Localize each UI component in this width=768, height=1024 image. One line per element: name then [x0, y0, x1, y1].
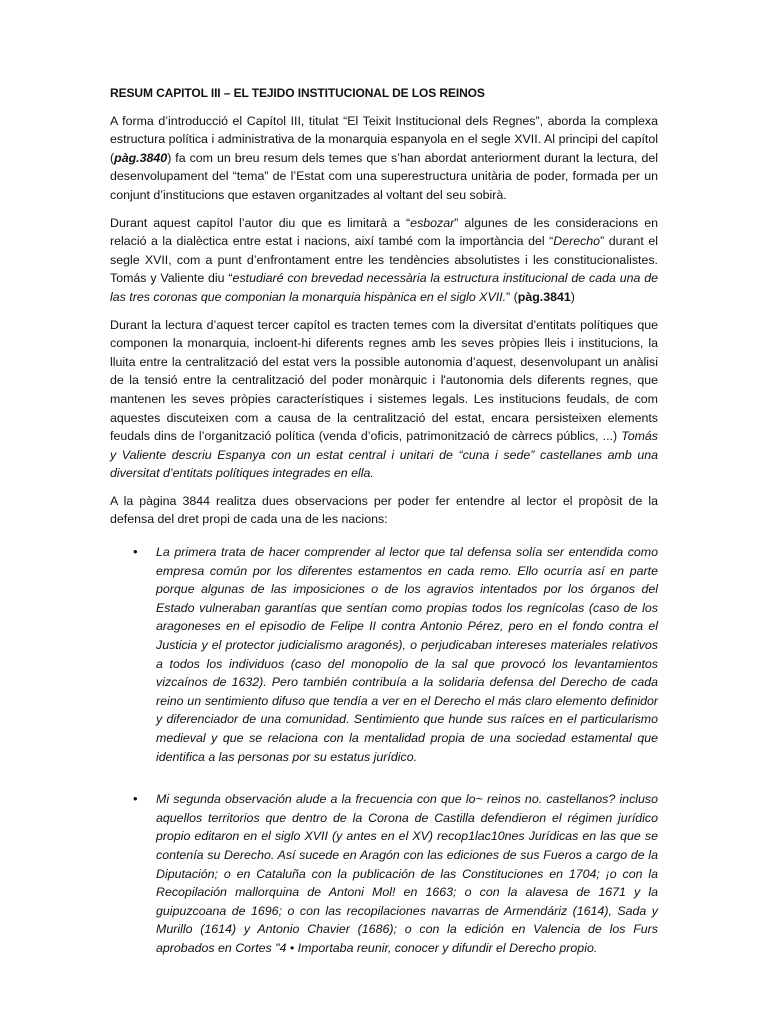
paragraph-scope-text-a: Durant aquest capítol l’autor diu que es limitarà a “ [110, 215, 411, 230]
paragraph-scope-text-b: ” algunes de les consideracions en relació a la dialèctica entre estat i nacions, així també com la importància del “ [110, 215, 659, 249]
paragraph-themes [110, 316, 658, 483]
paragraph-intro [110, 112, 658, 205]
observation-first: La primera trata de hacer comprender al lector que tal defensa solía ser entendida como empresa común por los diferentes estamentos en cada remo. Ello ocurría así en parte porque algunas de las imposiciones o de los agravios intentados por los órganos del Estado vulneraban garantías que sentían como propias todos los regnícolas (caso de los aragoneses en el episodio de Felipe II contra Antonio Pérez, pero en el fondo contra el Justicia y el protector judicialismo aragonés), o perjudicaban intereses materiales relativos a todos los individuos (caso del monopolio de la sal que provocó los levantamientos vizcaínos de 1632). Pero también contribuía a la solidaria defensa del Derecho de cada reino un sentimiento difuso que tendía a ver en el Derecho el más claro elemento definidor y diferenciador de una comunidad. Sentimiento que hunde sus raíces en el particularismo medieval y que se relaciona con la mentalidad propia de una sociedad estamental que identifica a las personas por su estatus jurídico. [156, 545, 658, 764]
bullet-icon: • [133, 544, 138, 560]
emphasis-esbozar: esbozar [410, 215, 455, 230]
emphasis-derecho: Derecho [553, 234, 601, 249]
paragraph-scope [110, 214, 658, 307]
list-item [110, 543, 658, 766]
paragraph-scope-text-e: ) [570, 289, 575, 304]
paragraph-intro-text-b: ) fa com un breu resum dels temes que s’han abordat anteriorment durant la lectura, del desenvolupament del “tema” de l’Estat com una superestructura unitària de poder, formada per un conjunt d’institucions que estaven organitzades al voltant del seu sobirà. [110, 150, 658, 202]
document-title: RESUM CAPITOL III – EL TEJIDO INSTITUCIONAL DE LOS REINOS [110, 86, 485, 100]
paragraph-themes-text: Durant la lectura d’aquest tercer capítol es tracten temes com la diversitat d'entitats polítiques que componen la monarquia, incloent-hi diferents regnes amb les seves pròpies lleis i institucions, la lluita entre la centralització del estat vers la possible autonomia d’aquest, desenvolupant un anàlisi de la tensió entre la centralització del poder monàrquic i l'autonomia dels diferents regnes, que mantenen les seves pròpies característiques i sistemes legals. Les institucions feudals, de com aquestes discuteixen com a causa de la centralització del estat, encara persisteixen elements feudals dins de l’organització política (venda d’oficis, patrimonització de càrrecs públics, ...) [110, 317, 658, 444]
bullet-icon: • [133, 791, 138, 807]
observations-list [110, 543, 658, 957]
paragraph-intro-text-a: A forma d’introducció el Capítol III, titulat “El Teixit Institucional dels Regnes”, aborda la complexa estructura política i administrativa de la monarquia espanyola en el segle XVII. Al principi del capítol ( [110, 113, 658, 165]
page-reference: pàg.3841 [517, 289, 571, 304]
list-item [110, 790, 658, 957]
document-body [110, 84, 658, 982]
paragraph-scope-text-c: ” durant el segle XVII, com a punt d’enfrontament entre les tendències absolutistes i les constitucionalistes. Tomás y Valiente diu “ [110, 234, 658, 286]
paragraph-observations-intro: A la pàgina 3844 realitza dues observacions per poder fer entendre al lector el propòsit de la defensa del dret propi de cada una de les nacions: [110, 493, 658, 527]
observation-second: Mi segunda observación alude a la frecuencia con que lo~ reinos no. castellanos? incluso aquellos territorios que dentro de la Corona de Castilla defendieron el régimen jurídico propio editaron en el siglo XVII (y antes en el XV) recop1lac10nes Jurídicas en las que se contenía su Derecho. Así sucede en Aragón con las ediciones de sus Fueros a cargo de la Diputación; o en Cataluña con la publicación de las Constituciones en 1704; ¡o con la Recopilación mallorquina de Antoni Mol! en 1663; o con la alavesa de 1671 y la guipuzcoana de 1696; o con las recopilaciones navarras de Armendáriz (1614), Sada y Murillo (1614) y Antonio Chavier (1686); o con la edición en Valencia de los Furs aprobados en Cortes "4 • Importaba reunir, conocer y difundir el Derecho propio. [156, 792, 658, 955]
page-reference: pàg.3840 [114, 150, 168, 165]
paragraph-themes-emphasis: Tomás y Valiente descriu Espanya con un estat central i unitari de “cuna i sede” castellanes amb una diversitat d’entitats polítiques integrades en ella. [110, 429, 658, 481]
paragraph-scope-text-d: ” ( [506, 289, 518, 304]
author-quote: estudiaré con brevedad necessària la estructura institucional de cada una de las tres coronas que componian la monarquia hispànica en el siglo XVII. [110, 271, 658, 304]
